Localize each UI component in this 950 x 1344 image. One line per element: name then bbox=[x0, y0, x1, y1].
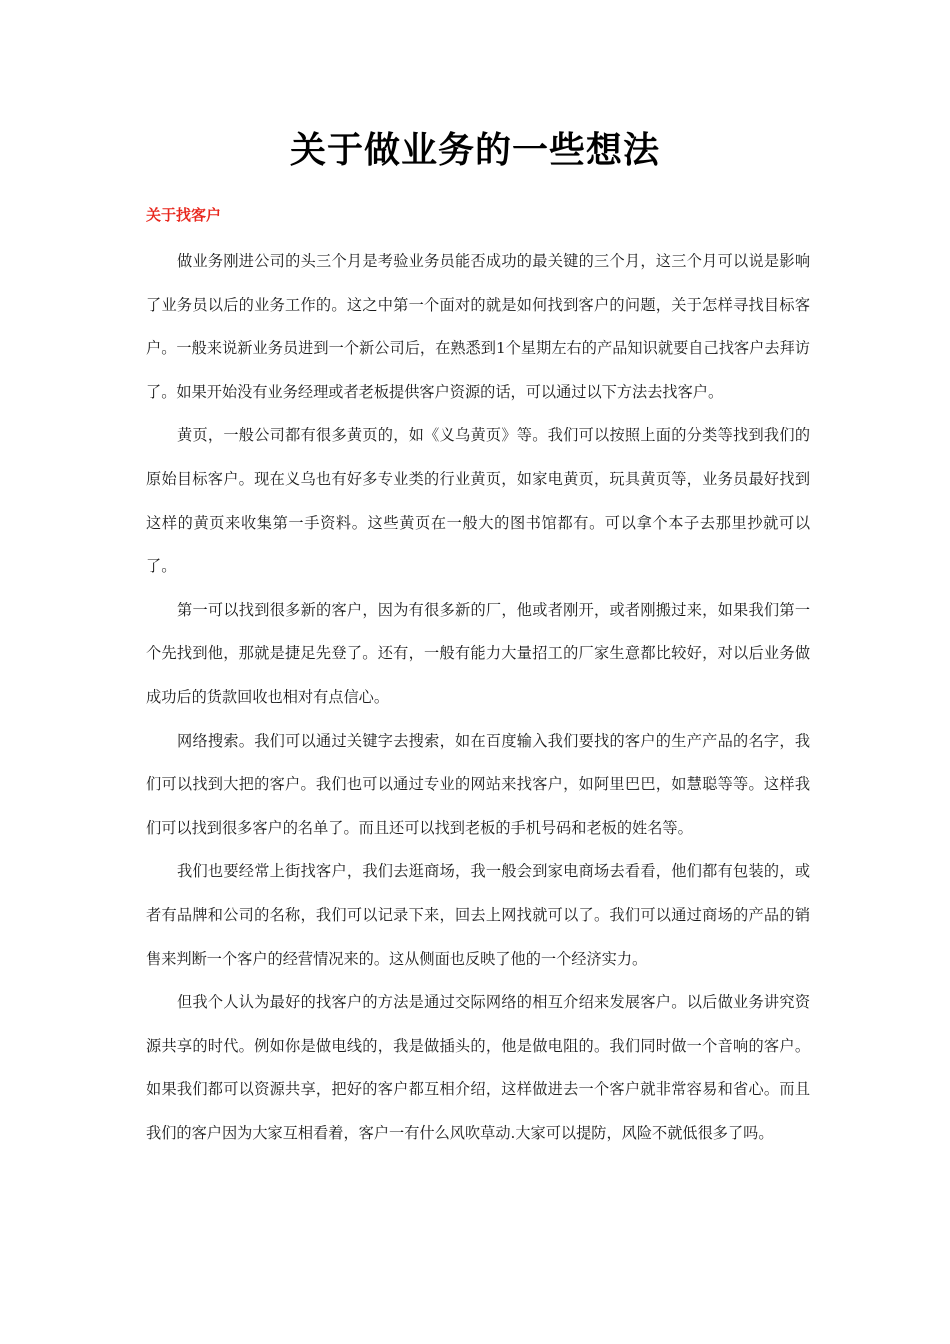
section-heading: 关于找客户 bbox=[146, 206, 222, 224]
document-title: 关于做业务的一些想法 bbox=[289, 129, 660, 171]
paragraph-web-search: 网络搜索。我们可以通过关键字去搜索，如在百度输入我们要找的客户的生产产品的名字，我们可以找到大把的客户。我们也可以通过专业的网站来找客户，如阿里巴巴，如慧聪等等。这样我们可以找到很多客户的名单了。而且还可以找到老板的手机号码和老板的姓名等。 bbox=[146, 731, 810, 837]
paragraph-new-factories: 第一可以找到很多新的客户，因为有很多新的厂，他或者刚开，或者刚搬过来，如果我们第一个先找到他，那就是捷足先登了。还有，一般有能力大量招工的厂家生意都比较好，对以后业务做成功后的货款回收也相对有点信心。 bbox=[146, 600, 810, 706]
body-text bbox=[146, 240, 810, 1155]
paragraph-intro: 做业务刚进公司的头三个月是考验业务员能否成功的最关键的三个月，这三个月可以说是影响了业务员以后的业务工作的。这之中第一个面对的就是如何找到客户的问题，关于怎样寻找目标客户。一般来说新业务员进到一个新公司后，在熟悉到1个星期左右的产品知识就要自己找客户去拜访了。如果开始没有业务经理或者老板提供客户资源的话，可以通过以下方法去找客户。 bbox=[146, 252, 810, 401]
paragraph-street-search: 我们也要经常上街找客户，我们去逛商场，我一般会到家电商场去看看，他们都有包装的，或者有品牌和公司的名称，我们可以记录下来，回去上网找就可以了。我们可以通过商场的产品的销售来判断一个客户的经营情况来的。这从侧面也反映了他的一个经济实力。 bbox=[146, 862, 810, 968]
paragraph-yellow-pages: 黄页，一般公司都有很多黄页的，如《义乌黄页》等。我们可以按照上面的分类等找到我们的原始目标客户。现在义乌也有好多专业类的行业黄页，如家电黄页，玩具黄页等，业务员最好找到这样的黄页来收集第一手资料。这些黄页在一般大的图书馆都有。可以拿个本子去那里抄就可以了。 bbox=[146, 426, 810, 576]
paragraph-referral-network: 但我个人认为最好的找客户的方法是通过交际网络的相互介绍来发展客户。以后做业务讲究资源共享的时代。例如你是做电线的，我是做插头的，他是做电阻的。我们同时做一个音响的客户。如果我们都可以资源共享，把好的客户都互相介绍，这样做进去一个客户就非常容易和省心。而且我们的客户因为大家互相看着，客户一有什么风吹草动.大家可以提防，风险不就低很多了吗。 bbox=[146, 993, 810, 1142]
